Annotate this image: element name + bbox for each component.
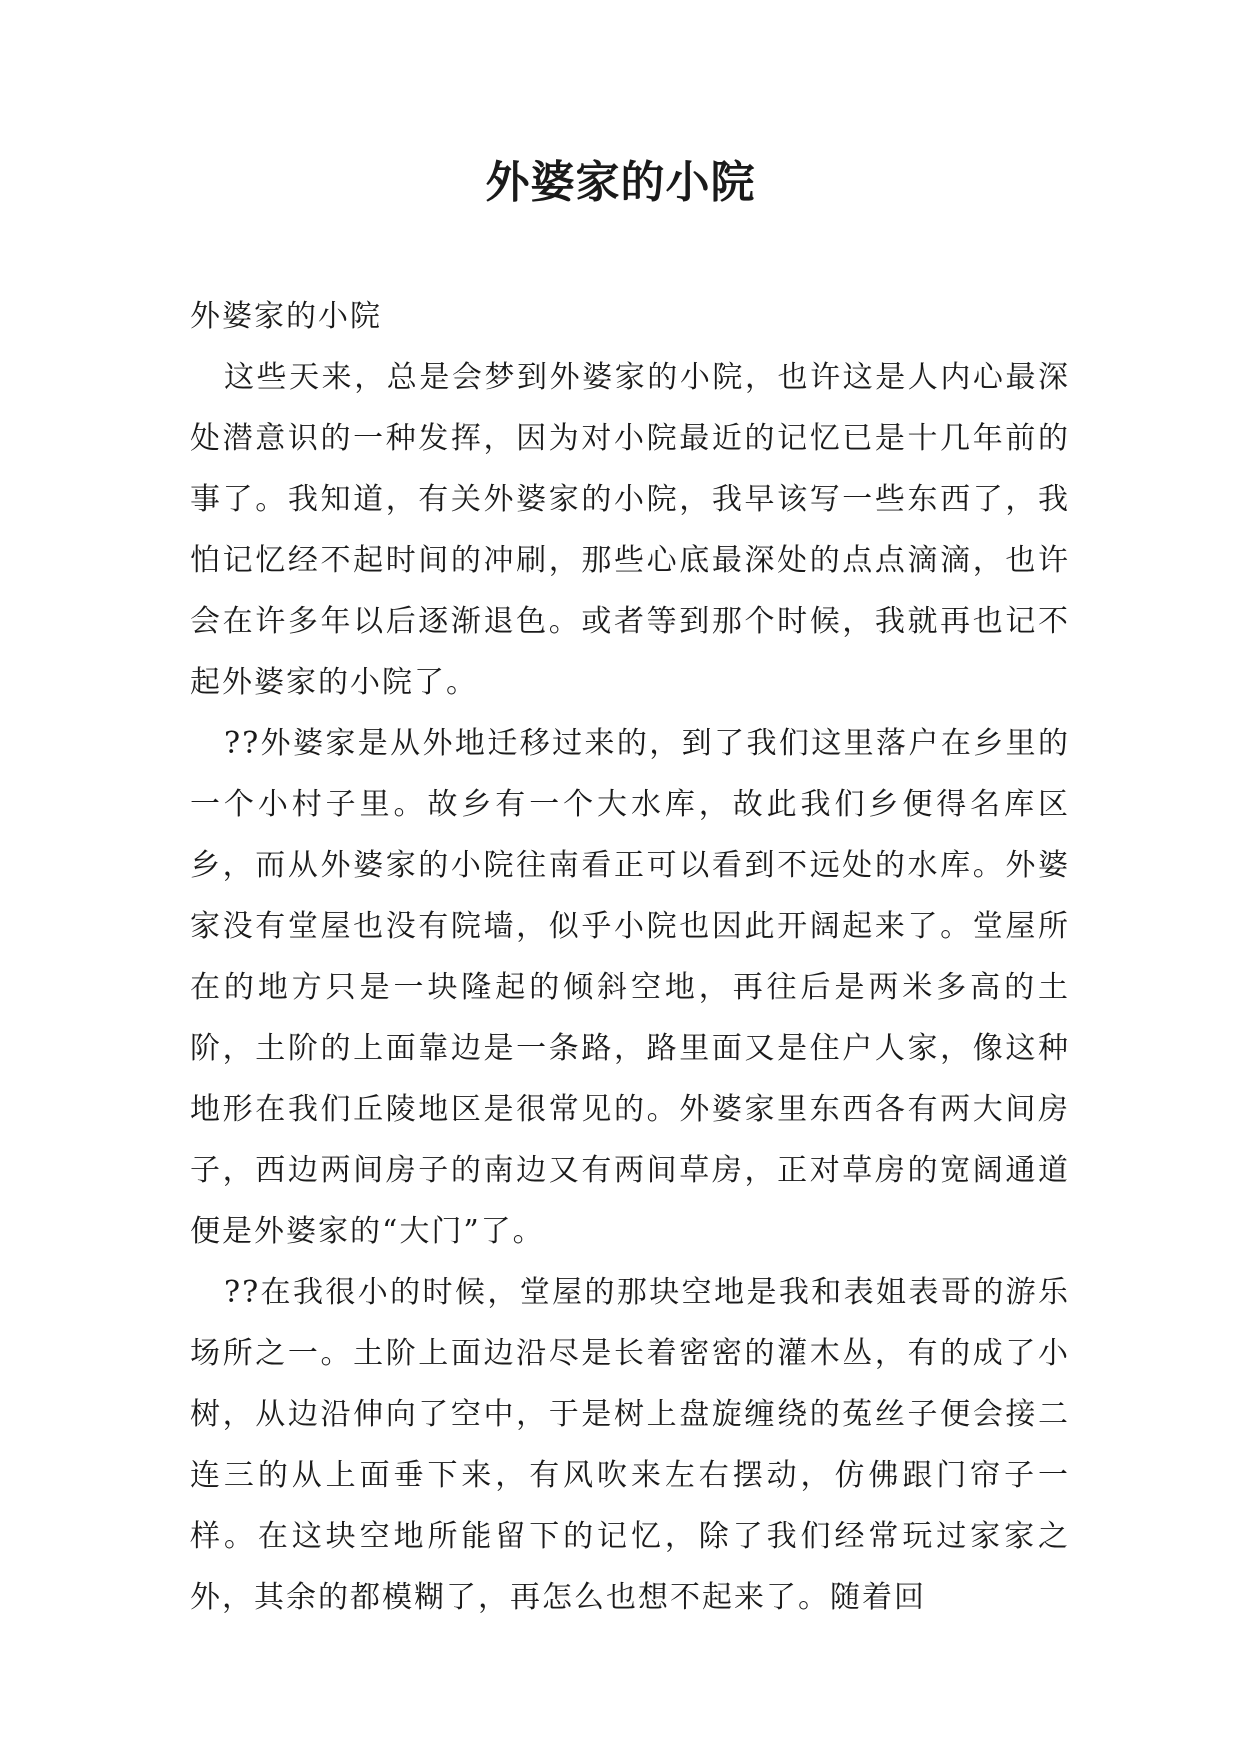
paragraph: ??在我很小的时候，堂屋的那块空地是我和表姐表哥的游乐场所之一。土阶上面边沿尽是长着密密的灌木丛，有的成了小树，从边沿伸向了空中，于是树上盘旋缠绕的菟丝子便会接二连三的从上面垂下来，有风吹来左右摆动，仿佛跟门帘子一样。在这块空地所能留下的记忆，除了我们经常玩过家家之外，其余的都模糊了，再怎么也想不起来了。随着回 (190, 1275, 1070, 1615)
paragraph: 这些天来，总是会梦到外婆家的小院，也许这是人内心最深处潜意识的一种发挥，因为对小院最近的记忆已是十几年前的事了。我知道，有关外婆家的小院，我早该写一些东西了，我怕记忆经不起时间的冲刷，那些心底最深处的点点滴滴，也许会在许多年以后逐渐退色。或者等到那个时候，我就再也记不起外婆家的小院了。 (190, 360, 1070, 700)
paragraph: ??外婆家是从外地迁移过来的，到了我们这里落户在乡里的一个小村子里。故乡有一个大水库，故此我们乡便得名库区乡，而从外婆家的小院往南看正可以看到不远处的水库。外婆家没有堂屋也没有院墙，似乎小院也因此开阔起来了。堂屋所在的地方只是一块隆起的倾斜空地，再往后是两米多高的土阶，土阶的上面靠边是一条路，路里面又是住户人家，像这种地形在我们丘陵地区是很常见的。外婆家里东西各有两大间房子，西边两间房子的南边又有两间草房，正对草房的宽阔通道便是外婆家的“大门”了。 (190, 726, 1070, 1249)
document-subtitle: 外婆家的小院 (190, 299, 382, 334)
document-title: 外婆家的小院 (485, 157, 756, 208)
document-body (190, 286, 1070, 1628)
